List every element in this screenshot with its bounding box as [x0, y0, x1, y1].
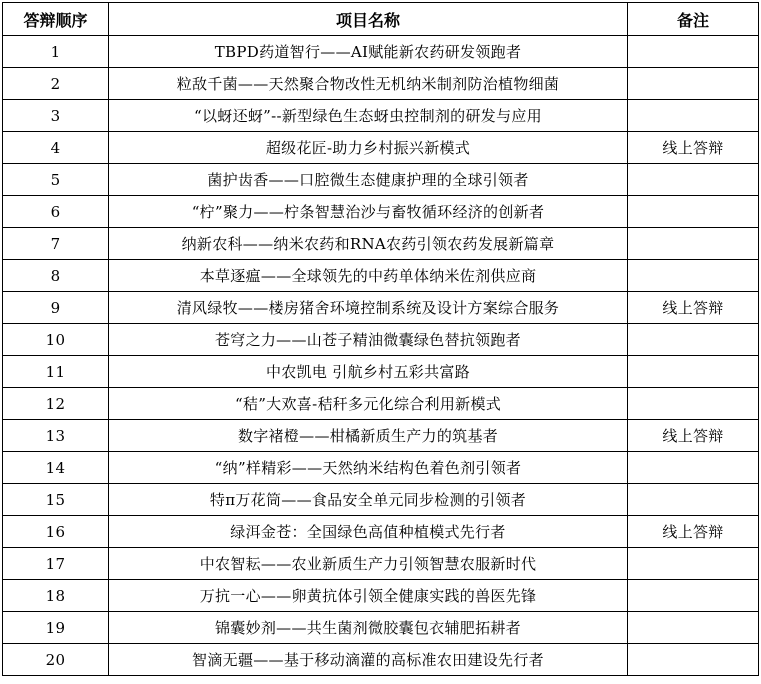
header-order: 答辩顺序: [3, 3, 109, 36]
header-project-name: 项目名称: [109, 3, 628, 36]
note-cell: [628, 324, 759, 356]
table-row: [3, 548, 759, 580]
project-name-cell: 本草逐瘟——全球领先的中药单体纳米佐剂供应商: [109, 260, 628, 292]
project-name-cell: 中农智耘——农业新质生产力引领智慧农服新时代: [109, 548, 628, 580]
project-name-cell: 超级花匠-助力乡村振兴新模式: [109, 132, 628, 164]
table-row: [3, 260, 759, 292]
table-body: [3, 36, 759, 676]
table-row: [3, 324, 759, 356]
project-name-cell: 菌护齿香——口腔微生态健康护理的全球引领者: [109, 164, 628, 196]
order-cell: 17: [3, 548, 109, 580]
project-name-cell: TBPD药道智行——AI赋能新农药研发领跑者: [109, 36, 628, 68]
note-cell: [628, 580, 759, 612]
note-cell: [628, 196, 759, 228]
order-cell: 5: [3, 164, 109, 196]
order-cell: 20: [3, 644, 109, 676]
table-row: [3, 164, 759, 196]
table-row: [3, 228, 759, 260]
order-cell: 15: [3, 484, 109, 516]
order-cell: 8: [3, 260, 109, 292]
project-name-cell: 数字褚橙——柑橘新质生产力的筑基者: [109, 420, 628, 452]
note-cell: [628, 36, 759, 68]
table-row: [3, 580, 759, 612]
defense-schedule-table: [2, 2, 759, 676]
order-cell: 18: [3, 580, 109, 612]
table-row: [3, 100, 759, 132]
table-row: [3, 356, 759, 388]
note-cell: 线上答辩: [628, 516, 759, 548]
order-cell: 7: [3, 228, 109, 260]
table-row: [3, 68, 759, 100]
note-cell: [628, 68, 759, 100]
order-cell: 6: [3, 196, 109, 228]
note-cell: [628, 452, 759, 484]
table-row: [3, 452, 759, 484]
header-note: 备注: [628, 3, 759, 36]
order-cell: 9: [3, 292, 109, 324]
table-row: [3, 196, 759, 228]
table-row: [3, 420, 759, 452]
order-cell: 2: [3, 68, 109, 100]
project-name-cell: 绿洱金苍：全国绿色高值种植模式先行者: [109, 516, 628, 548]
order-cell: 3: [3, 100, 109, 132]
project-name-cell: 万抗一心——卵黄抗体引领全健康实践的兽医先锋: [109, 580, 628, 612]
project-name-cell: 中农凯电 引航乡村五彩共富路: [109, 356, 628, 388]
order-cell: 14: [3, 452, 109, 484]
note-cell: [628, 100, 759, 132]
project-name-cell: 锦囊妙剂——共生菌剂微胶囊包衣辅肥拓耕者: [109, 612, 628, 644]
order-cell: 1: [3, 36, 109, 68]
table-row: [3, 388, 759, 420]
table-row: [3, 132, 759, 164]
note-cell: [628, 612, 759, 644]
note-cell: [628, 548, 759, 580]
project-name-cell: 纳新农科——纳米农药和RNA农药引领农药发展新篇章: [109, 228, 628, 260]
order-cell: 12: [3, 388, 109, 420]
project-name-cell: “柠”聚力——柠条智慧治沙与畜牧循环经济的创新者: [109, 196, 628, 228]
note-cell: [628, 260, 759, 292]
order-cell: 11: [3, 356, 109, 388]
project-name-cell: 清风绿牧——楼房猪舍环境控制系统及设计方案综合服务: [109, 292, 628, 324]
table-row: [3, 484, 759, 516]
order-cell: 19: [3, 612, 109, 644]
note-cell: 线上答辩: [628, 132, 759, 164]
order-cell: 4: [3, 132, 109, 164]
project-name-cell: “纳”样精彩——天然纳米结构色着色剂引领者: [109, 452, 628, 484]
project-name-cell: “秸”大欢喜-秸秆多元化综合利用新模式: [109, 388, 628, 420]
note-cell: 线上答辩: [628, 420, 759, 452]
project-name-cell: 粒敌千菌——天然聚合物改性无机纳米制剂防治植物细菌: [109, 68, 628, 100]
table-row: [3, 644, 759, 676]
note-cell: [628, 484, 759, 516]
project-name-cell: 智滴无疆——基于移动滴灌的高标准农田建设先行者: [109, 644, 628, 676]
table-row: [3, 36, 759, 68]
note-cell: [628, 164, 759, 196]
order-cell: 13: [3, 420, 109, 452]
note-cell: 线上答辩: [628, 292, 759, 324]
header-row: [3, 3, 759, 36]
table-row: [3, 292, 759, 324]
project-name-cell: 特π万花筒——食品安全单元同步检测的引领者: [109, 484, 628, 516]
table-row: [3, 516, 759, 548]
note-cell: [628, 388, 759, 420]
order-cell: 16: [3, 516, 109, 548]
project-name-cell: “以蚜还蚜”--新型绿色生态蚜虫控制剂的研发与应用: [109, 100, 628, 132]
table-row: [3, 612, 759, 644]
note-cell: [628, 228, 759, 260]
note-cell: [628, 356, 759, 388]
order-cell: 10: [3, 324, 109, 356]
note-cell: [628, 644, 759, 676]
project-name-cell: 苍穹之力——山苍子精油微囊绿色替抗领跑者: [109, 324, 628, 356]
